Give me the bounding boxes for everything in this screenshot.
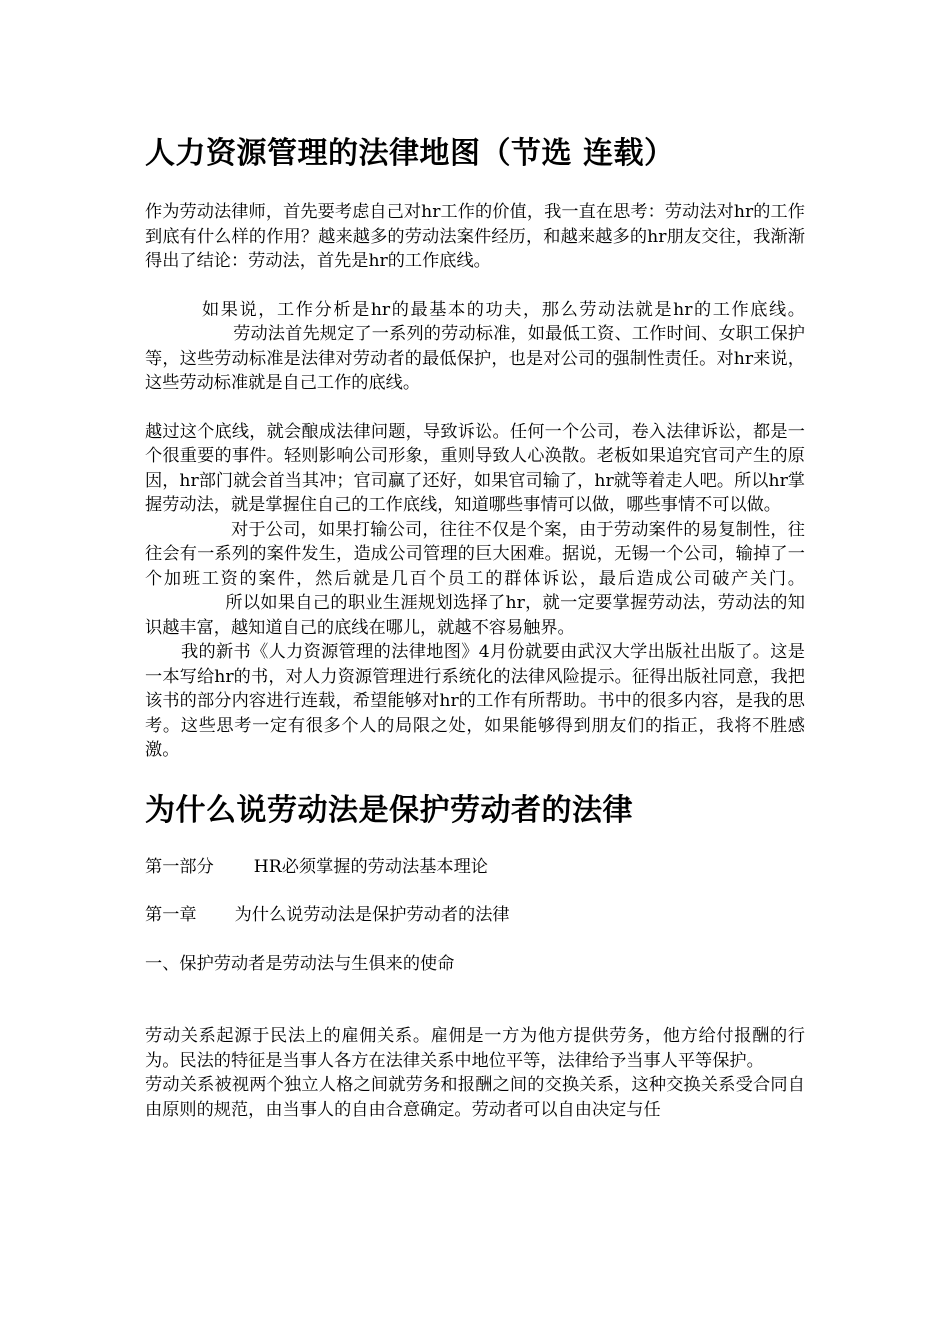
intro-paragraph-4	[145, 518, 805, 641]
section-title: 为什么说劳动法是保护劳动者的法律	[145, 792, 633, 828]
document-body	[145, 132, 805, 1122]
chapter-label: 第一章	[145, 905, 197, 925]
paragraph-gap	[145, 274, 805, 298]
paragraph-gap	[145, 396, 805, 420]
intro-paragraph-2a: 如果说，工作分析是hr的最基本的功夫，那么劳动法就是hr的工作底线。	[202, 299, 805, 320]
paragraph-gap	[145, 976, 805, 1024]
body-paragraph-1: 劳动关系起源于民法上的雇佣关系。雇佣是一方为他方提供劳务，他方给付报酬的行为。民法的特征是当事人各方在法律关系中地位平等，法律给予当事人平等保护。	[145, 1026, 805, 1071]
chapter-title: 为什么说劳动法是保护劳动者的法律	[234, 905, 510, 925]
paragraph-gap	[145, 879, 805, 903]
intro-paragraph-3: 越过这个底线，就会酿成法律问题，导致诉讼。任何一个公司，卷入法律诉讼，都是一个很重要的事件。轻则影响公司形象，重则导致人心涣散。老板如果追究官司产生的原因，hr部门就会首当其冲；官司赢了还好，如果官司输了，hr就等着走人吧。所以hr掌握劳动法，就是掌握住自己的工作底线，知道哪些事情可以做，哪些事情不可以做。	[145, 421, 805, 515]
intro-paragraph-2	[145, 298, 805, 396]
chapter-heading	[145, 903, 805, 928]
intro-paragraph-5: 我的新书《人力资源管理的法律地图》4月份就要由武汉大学出版社出版了。这是一本写给hr的书，对人力资源管理进行系统化的法律风险提示。征得出版社同意，我把该书的部分内容进行连载，希望能够对hr的工作有所帮助。书中的很多内容，是我的思考。这些思考一定有很多个人的局限之处，如果能够得到朋友们的指正，我将不胜感激。	[145, 642, 805, 760]
intro-paragraph-1: 作为劳动法律师，首先要考虑自己对hr工作的价值，我一直在思考：劳动法对hr的工作到底有什么样的作用？越来越多的劳动法案件经历，和越来越多的hr朋友交往，我渐渐得出了结论：劳动法，首先是hr的工作底线。	[145, 202, 805, 271]
intro-paragraph-4b: 所以如果自己的职业生涯规划选择了hr，就一定要掌握劳动法，劳动法的知识越丰富，越知道自己的底线在哪儿，就越不容易触界。	[145, 593, 805, 638]
body-paragraph-2: 劳动关系被视两个独立人格之间就劳务和报酬之间的交换关系，这种交换关系受合同自由原则的规范，由当事人的自由合意确定。劳动者可以自由决定与任	[145, 1075, 805, 1120]
paragraph-gap	[145, 928, 805, 952]
subsection-heading: 一、保护劳动者是劳动法与生俱来的使命	[145, 953, 455, 974]
intro-paragraph-2b: 劳动法首先规定了一系列的劳动标准，如最低工资、工作时间、女职工保护等，这些劳动标准是法律对劳动者的最低保护，也是对公司的强制性责任。对hr来说，这些劳动标准就是自己工作的底线。	[145, 324, 805, 393]
document-title: 人力资源管理的法律地图（节选 连载）	[145, 136, 675, 171]
part-heading	[145, 855, 805, 880]
part-label: 第一部分	[145, 856, 214, 877]
intro-paragraph-4a: 对于公司，如果打输公司，往往不仅是个案，由于劳动案件的易复制性，往往会有一系列的案件发生，造成公司管理的巨大困难。据说，无锡一个公司，输掉了一个加班工资的案件，然后就是几百个员工的群体诉讼，最后造成公司破产关门。	[145, 519, 805, 589]
part-title: HR必须掌握的劳动法基本理论	[253, 856, 488, 877]
